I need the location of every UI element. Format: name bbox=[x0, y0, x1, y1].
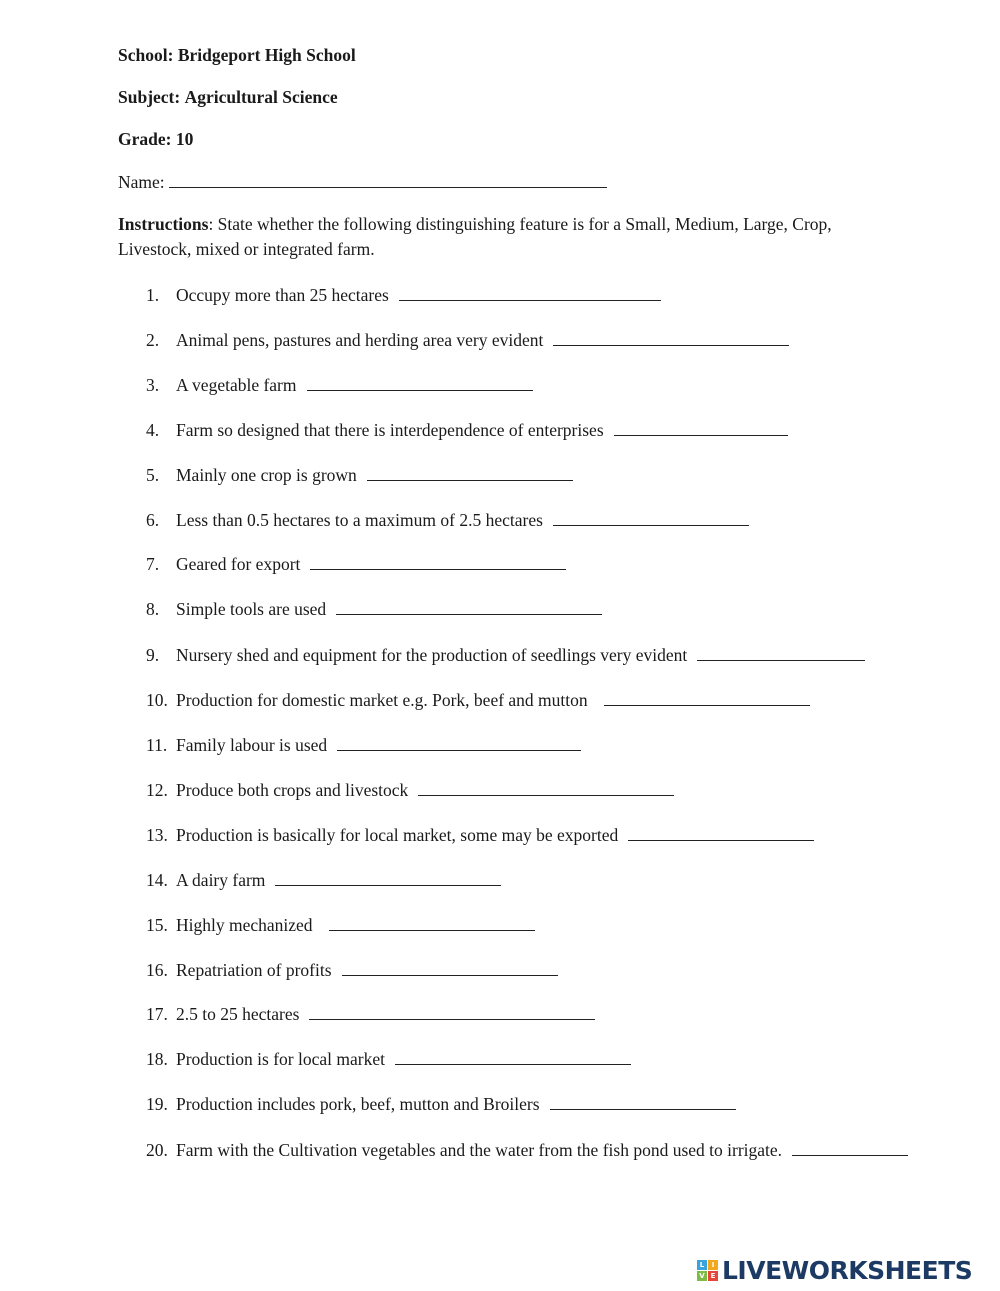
answer-blank[interactable] bbox=[550, 1093, 736, 1110]
answer-blank[interactable] bbox=[553, 329, 789, 346]
question-item bbox=[146, 553, 566, 575]
question-text: Production is basically for local market, some may be exported bbox=[176, 825, 619, 845]
grade-line bbox=[118, 129, 193, 150]
answer-blank[interactable] bbox=[399, 284, 661, 301]
question-number: 14. bbox=[146, 870, 168, 890]
liveworksheets-logo bbox=[697, 1256, 972, 1285]
logo-blocks-icon bbox=[697, 1260, 718, 1281]
question-number: 8. bbox=[146, 599, 160, 619]
question-text: Animal pens, pastures and herding area very evident bbox=[176, 330, 544, 350]
name-label: Name: bbox=[118, 172, 165, 192]
answer-blank[interactable] bbox=[553, 509, 749, 526]
question-number: 5. bbox=[146, 465, 160, 485]
question-item bbox=[146, 464, 573, 486]
question-item bbox=[146, 1139, 908, 1161]
question-item bbox=[146, 959, 558, 981]
question-text: Family labour is used bbox=[176, 735, 328, 755]
answer-blank[interactable] bbox=[275, 869, 501, 886]
question-item bbox=[146, 329, 789, 351]
question-item bbox=[146, 284, 661, 306]
school-label: School: bbox=[118, 45, 174, 65]
question-number: 13. bbox=[146, 825, 168, 845]
question-text: Farm so designed that there is interdependence of enterprises bbox=[176, 420, 604, 440]
question-number: 7. bbox=[146, 554, 160, 574]
answer-blank[interactable] bbox=[310, 553, 566, 570]
question-text: Production includes pork, beef, mutton and Broilers bbox=[176, 1094, 540, 1114]
question-item bbox=[146, 734, 581, 756]
question-item bbox=[146, 824, 814, 846]
question-item bbox=[146, 869, 501, 891]
question-item bbox=[146, 598, 602, 620]
question-item bbox=[146, 1003, 595, 1025]
answer-blank[interactable] bbox=[614, 419, 788, 436]
logo-block: V bbox=[697, 1271, 707, 1281]
question-text: A dairy farm bbox=[176, 870, 266, 890]
answer-blank[interactable] bbox=[307, 374, 533, 391]
answer-blank[interactable] bbox=[418, 779, 674, 796]
answer-blank[interactable] bbox=[309, 1003, 595, 1020]
answer-blank[interactable] bbox=[367, 464, 573, 481]
question-item bbox=[146, 1093, 736, 1115]
name-line bbox=[118, 171, 607, 193]
question-number: 10. bbox=[146, 690, 168, 710]
question-number: 16. bbox=[146, 960, 168, 980]
question-number: 17. bbox=[146, 1004, 168, 1024]
question-number: 15. bbox=[146, 915, 168, 935]
instructions bbox=[118, 212, 878, 262]
question-number: 3. bbox=[146, 375, 160, 395]
question-text: Occupy more than 25 hectares bbox=[176, 285, 389, 305]
question-text: Geared for export bbox=[176, 554, 301, 574]
question-number: 12. bbox=[146, 780, 168, 800]
instructions-text: : State whether the following distinguishing feature is for a Small, Medium, Large, Crop, Livestock, mixed or integrated farm. bbox=[118, 214, 832, 259]
answer-blank[interactable] bbox=[395, 1048, 631, 1065]
instructions-label: Instructions bbox=[118, 214, 209, 234]
answer-blank[interactable] bbox=[792, 1139, 908, 1156]
question-number: 20. bbox=[146, 1140, 168, 1160]
question-number: 2. bbox=[146, 330, 160, 350]
answer-blank[interactable] bbox=[604, 689, 810, 706]
question-text: Production for domestic market e.g. Pork, beef and mutton bbox=[176, 690, 588, 710]
school-value: Bridgeport High School bbox=[177, 45, 356, 65]
question-text: 2.5 to 25 hectares bbox=[176, 1004, 300, 1024]
question-number: 19. bbox=[146, 1094, 168, 1114]
question-number: 1. bbox=[146, 285, 160, 305]
grade-value: 10 bbox=[175, 129, 194, 149]
question-number: 18. bbox=[146, 1049, 168, 1069]
subject-label: Subject: bbox=[118, 87, 181, 107]
question-text: Simple tools are used bbox=[176, 599, 327, 619]
logo-block: E bbox=[708, 1271, 718, 1281]
answer-blank[interactable] bbox=[628, 824, 814, 841]
answer-blank[interactable] bbox=[329, 914, 535, 931]
answer-blank[interactable] bbox=[342, 959, 558, 976]
question-text: Mainly one crop is grown bbox=[176, 465, 357, 485]
name-answer-blank[interactable] bbox=[169, 171, 607, 188]
logo-block: L bbox=[697, 1260, 707, 1270]
question-text: Farm with the Cultivation vegetables and the water from the fish pond used to irrigate. bbox=[176, 1140, 783, 1160]
question-item bbox=[146, 779, 674, 801]
school-line bbox=[118, 45, 356, 66]
question-item bbox=[146, 1048, 631, 1070]
answer-blank[interactable] bbox=[336, 598, 602, 615]
question-number: 4. bbox=[146, 420, 160, 440]
question-item bbox=[146, 509, 749, 531]
grade-label: Grade: bbox=[118, 129, 172, 149]
question-number: 6. bbox=[146, 510, 160, 530]
question-item bbox=[146, 644, 865, 666]
question-text: Production is for local market bbox=[176, 1049, 385, 1069]
question-text: Produce both crops and livestock bbox=[176, 780, 409, 800]
subject-line bbox=[118, 87, 338, 108]
question-text: Less than 0.5 hectares to a maximum of 2.5 hectares bbox=[176, 510, 543, 530]
question-text: Nursery shed and equipment for the production of seedlings very evident bbox=[176, 645, 688, 665]
answer-blank[interactable] bbox=[697, 644, 865, 661]
question-number: 9. bbox=[146, 645, 160, 665]
question-item bbox=[146, 914, 535, 936]
question-number: 11. bbox=[146, 735, 168, 755]
answer-blank[interactable] bbox=[337, 734, 581, 751]
question-item bbox=[146, 419, 788, 441]
question-text: Repatriation of profits bbox=[176, 960, 332, 980]
subject-value: Agricultural Science bbox=[184, 87, 338, 107]
question-item bbox=[146, 689, 810, 711]
logo-text: LIVEWORKSHEETS bbox=[722, 1256, 973, 1285]
logo-block: I bbox=[708, 1260, 718, 1270]
question-text: Highly mechanized bbox=[176, 915, 313, 935]
question-text: A vegetable farm bbox=[176, 375, 297, 395]
question-item bbox=[146, 374, 533, 396]
